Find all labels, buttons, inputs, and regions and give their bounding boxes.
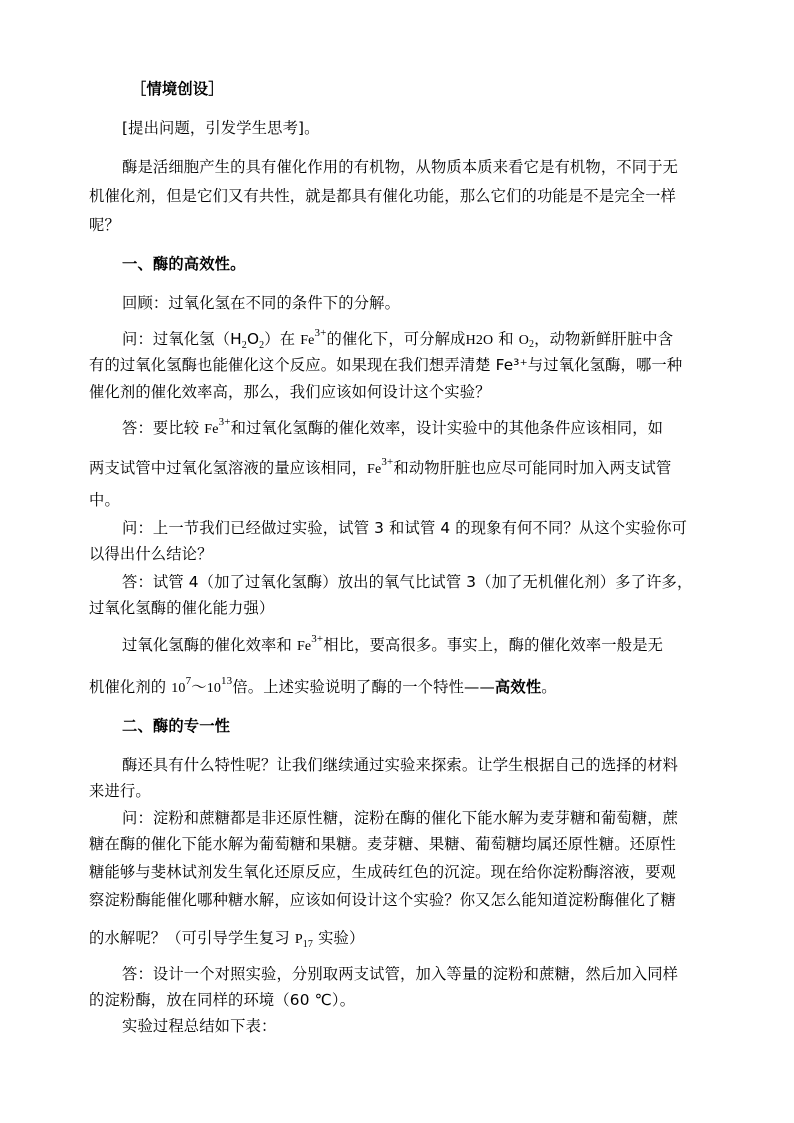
- heading-scenario: ［情境创设］: [131, 80, 224, 98]
- answer3-line1: 答：设计一个对照实验，分别取两支试管，加入等量的淀粉和蔗糖，然后加入同样: [122, 965, 679, 983]
- a1-text-a: 答：要比较: [122, 419, 200, 437]
- a1-fe: Fe: [204, 422, 219, 437]
- conclusion-fe-charge: 3+: [311, 633, 324, 645]
- power-base-1: 10: [171, 681, 186, 696]
- review-text: 回顾：过氧化氢在不同的条件下的分解。: [122, 294, 401, 312]
- q1-sub2: 2: [259, 340, 265, 351]
- q3-text-a: 的水解呢？（可引导学生复习: [89, 929, 290, 947]
- section2-title: 二、酶的专一性: [122, 717, 231, 735]
- answer1-line2: [89, 458, 671, 480]
- conclusion-text-b: 相比，要高很多。事实上，酶的催化效率一般是无: [323, 636, 664, 654]
- question1-line2: 有的过氧化氢酶也能催化这个反应。如果现在我们想弄清楚 Fe³⁺与过氧化氢酶，哪一种: [89, 356, 683, 374]
- answer1-line3: 中。: [89, 491, 120, 509]
- q1-text-b: O: [246, 330, 260, 348]
- paragraph-intro-line2: 机催化剂，但是它们又有共性，就是都具有催化功能，那么它们的功能是不是完全一样: [89, 187, 676, 205]
- conclusion-text-d: 倍。上述实验说明了酶的一个特性——: [232, 678, 495, 696]
- section1-title: 一、酶的高效性。: [122, 255, 246, 273]
- conclusion-text-c: 机催化剂的: [89, 678, 167, 696]
- question3-line4: 察淀粉酶能催化哪种糖水解，应该如何设计这个实验？你又怎么能知道淀粉酶催化了糖: [89, 891, 676, 909]
- specificity-line1: 酶还具有什么特性呢？让我们继续通过实验来探索。让学生根据自己的选择的材料: [122, 756, 679, 774]
- answer1-line1: [122, 418, 663, 440]
- question3-line1: 问：淀粉和蔗糖都是非还原性糖，淀粉在酶的催化下能水解为麦芽糖和葡萄糖，蔗: [122, 809, 679, 827]
- specificity-line2: 来进行。: [89, 782, 151, 800]
- efficiency-keyword: 高效性: [494, 678, 542, 696]
- question2-line1: 问：上一节我们已经做过实验，试管 3 和试管 4 的现象有何不同？从这个实验你可: [122, 519, 688, 537]
- page-ref-p: P: [294, 932, 303, 947]
- a1-fe2: Fe: [367, 462, 382, 477]
- q1-text-c: ）在: [264, 330, 296, 348]
- question1-line1: [122, 329, 673, 352]
- a1-text-d: 和动物肝脏也应尽可能同时加入两支试管: [393, 459, 672, 477]
- conclusion-line1: [122, 635, 663, 657]
- a1-fe-charge: 3+: [218, 416, 231, 428]
- q1-water: H2O: [465, 333, 494, 348]
- summary-text: 实验过程总结如下表：: [122, 1017, 277, 1035]
- power-exp-2: 13: [221, 675, 233, 687]
- paragraph-raise-question: [提出问题，引发学生思考]。: [122, 119, 320, 137]
- q1-text-e: 和: [498, 330, 514, 348]
- conclusion-line2: [89, 677, 557, 699]
- question3-line5: [89, 928, 364, 951]
- paragraph-intro-line1: 酶是活细胞产生的具有催化作用的有机物，从物质本质来看它是有机物，不同于无: [122, 158, 679, 176]
- conclusion-text-e: 。: [541, 678, 557, 696]
- q1-sub3: 2: [529, 339, 535, 350]
- question3-line2: 糖在酶的催化下能水解为葡萄糖和果糖。麦芽糖、果糖、葡萄糖均属还原性糖。还原性: [89, 835, 676, 853]
- a1-text-b: 和过氧化氢酶的催化效率，设计实验中的其他条件应该相同，如: [230, 419, 664, 437]
- paragraph-intro-line3: 呢？: [89, 216, 120, 234]
- a1-text-c: 两支试管中过氧化氢溶液的量应该相同，: [89, 459, 368, 477]
- q1-fe: Fe: [300, 333, 315, 348]
- power-base-2: 10: [206, 681, 221, 696]
- question3-line3: 糖能够与斐林试剂发生氧化还原反应，生成砖红色的沉淀。现在给你淀粉酶溶液，要观: [89, 863, 676, 881]
- answer2-line2: 过氧化氢酶的催化能力强）: [89, 599, 275, 617]
- q1-text-a: 问：过氧化氢（H: [122, 330, 242, 348]
- page-ref-number: 17: [302, 939, 314, 950]
- q3-text-b: 实验）: [318, 929, 365, 947]
- conclusion-text-a: 过氧化氢酶的催化效率和: [122, 636, 292, 654]
- question1-line3: 催化剂的催化效率高，那么，我们应该如何设计这个实验？: [89, 383, 491, 401]
- q1-sub1: 2: [241, 340, 247, 351]
- q1-text-d: 的催化下，可分解成: [326, 330, 466, 348]
- power-exp-1: 7: [185, 675, 192, 687]
- q1-fe-charge: 3+: [314, 327, 327, 339]
- conclusion-fe: Fe: [296, 639, 312, 654]
- question2-line2: 以得出什么结论？: [89, 545, 213, 563]
- answer3-line2: 的淀粉酶，放在同样的环境（60 ℃）。: [89, 991, 356, 1009]
- a1-fe2-charge: 3+: [381, 456, 394, 468]
- answer2-line1: 答：试管 4（加了过氧化氢酶）放出的氧气比试管 3（加了无机催化剂）多了许多，: [122, 573, 693, 591]
- range-tilde: ～: [191, 678, 207, 696]
- q1-text-f: ，动物新鲜肝脏中含: [534, 330, 674, 348]
- q1-oxygen: O: [518, 333, 529, 348]
